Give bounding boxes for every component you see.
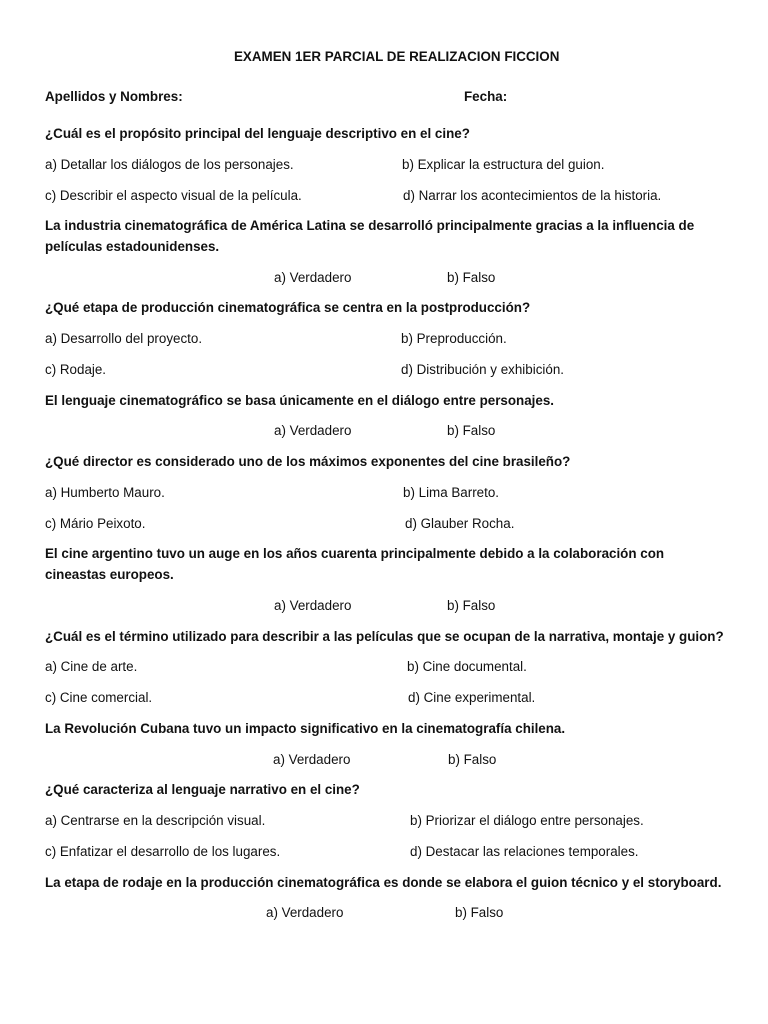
q2-option-true: a) Verdadero [274,270,352,285]
q3-option-b: b) Preproducción. [401,331,507,346]
q6-option-false: b) Falso [447,598,496,613]
q5-option-a: a) Humberto Mauro. [45,485,165,500]
q7-option-d: d) Cine experimental. [408,690,536,705]
q7-option-b: b) Cine documental. [407,659,527,674]
question-9: ¿Qué caracteriza al lenguaje narrativo en el cine? [45,782,360,797]
question-2: La industria cinematográfica de América Latina se desarrolló principalmente gracias a la influencia de películas estadounidenses. [45,218,695,254]
q1-option-c: c) Describir el aspecto visual de la película. [45,188,302,203]
q8-option-true: a) Verdadero [273,752,351,767]
q7-option-a: a) Cine de arte. [45,659,138,674]
q3-option-a: a) Desarrollo del proyecto. [45,331,203,346]
page-title: EXAMEN 1ER PARCIAL DE REALIZACION FICCION [234,49,560,64]
q3-option-d: d) Distribución y exhibición. [401,362,564,377]
question-5: ¿Qué director es considerado uno de los máximos exponentes del cine brasileño? [45,454,571,469]
q5-option-d: d) Glauber Rocha. [405,516,515,531]
question-6: El cine argentino tuvo un auge en los años cuarenta principalmente debido a la colaboración con cineastas europeos. [45,546,665,582]
q6-option-true: a) Verdadero [274,598,352,613]
q8-option-false: b) Falso [448,752,497,767]
question-10: La etapa de rodaje en la producción cinematográfica es donde se elabora el guion técnico y el storyboard. [45,875,722,890]
q7-option-c: c) Cine comercial. [45,690,153,705]
question-3: ¿Qué etapa de producción cinematográfica se centra en la postproducción? [45,300,531,315]
q4-option-true: a) Verdadero [274,423,352,438]
q10-option-false: b) Falso [455,905,504,920]
q1-option-b: b) Explicar la estructura del guion. [402,157,605,172]
q9-option-d: d) Destacar las relaciones temporales. [410,844,639,859]
q2-option-false: b) Falso [447,270,496,285]
q5-option-c: c) Mário Peixoto. [45,516,146,531]
q9-option-a: a) Centrarse en la descripción visual. [45,813,266,828]
question-4: El lenguaje cinematográfico se basa únicamente en el diálogo entre personajes. [45,393,555,408]
question-8: La Revolución Cubana tuvo un impacto significativo en la cinematografía chilena. [45,721,566,736]
names-label: Apellidos y Nombres: [45,89,183,104]
q1-option-d: d) Narrar los acontecimientos de la historia. [403,188,662,203]
q1-option-a: a) Detallar los diálogos de los personajes. [45,157,294,172]
q4-option-false: b) Falso [447,423,496,438]
q5-option-b: b) Lima Barreto. [403,485,500,500]
q3-option-c: c) Rodaje. [45,362,107,377]
q9-option-b: b) Priorizar el diálogo entre personajes. [410,813,644,828]
q10-option-true: a) Verdadero [266,905,344,920]
date-label: Fecha: [464,89,508,104]
question-7: ¿Cuál es el término utilizado para describir a las películas que se ocupan de la narrativa, montaje y guion? [45,629,724,644]
question-1: ¿Cuál es el propósito principal del lenguaje descriptivo en el cine? [45,126,470,141]
q9-option-c: c) Enfatizar el desarrollo de los lugares. [45,844,281,859]
